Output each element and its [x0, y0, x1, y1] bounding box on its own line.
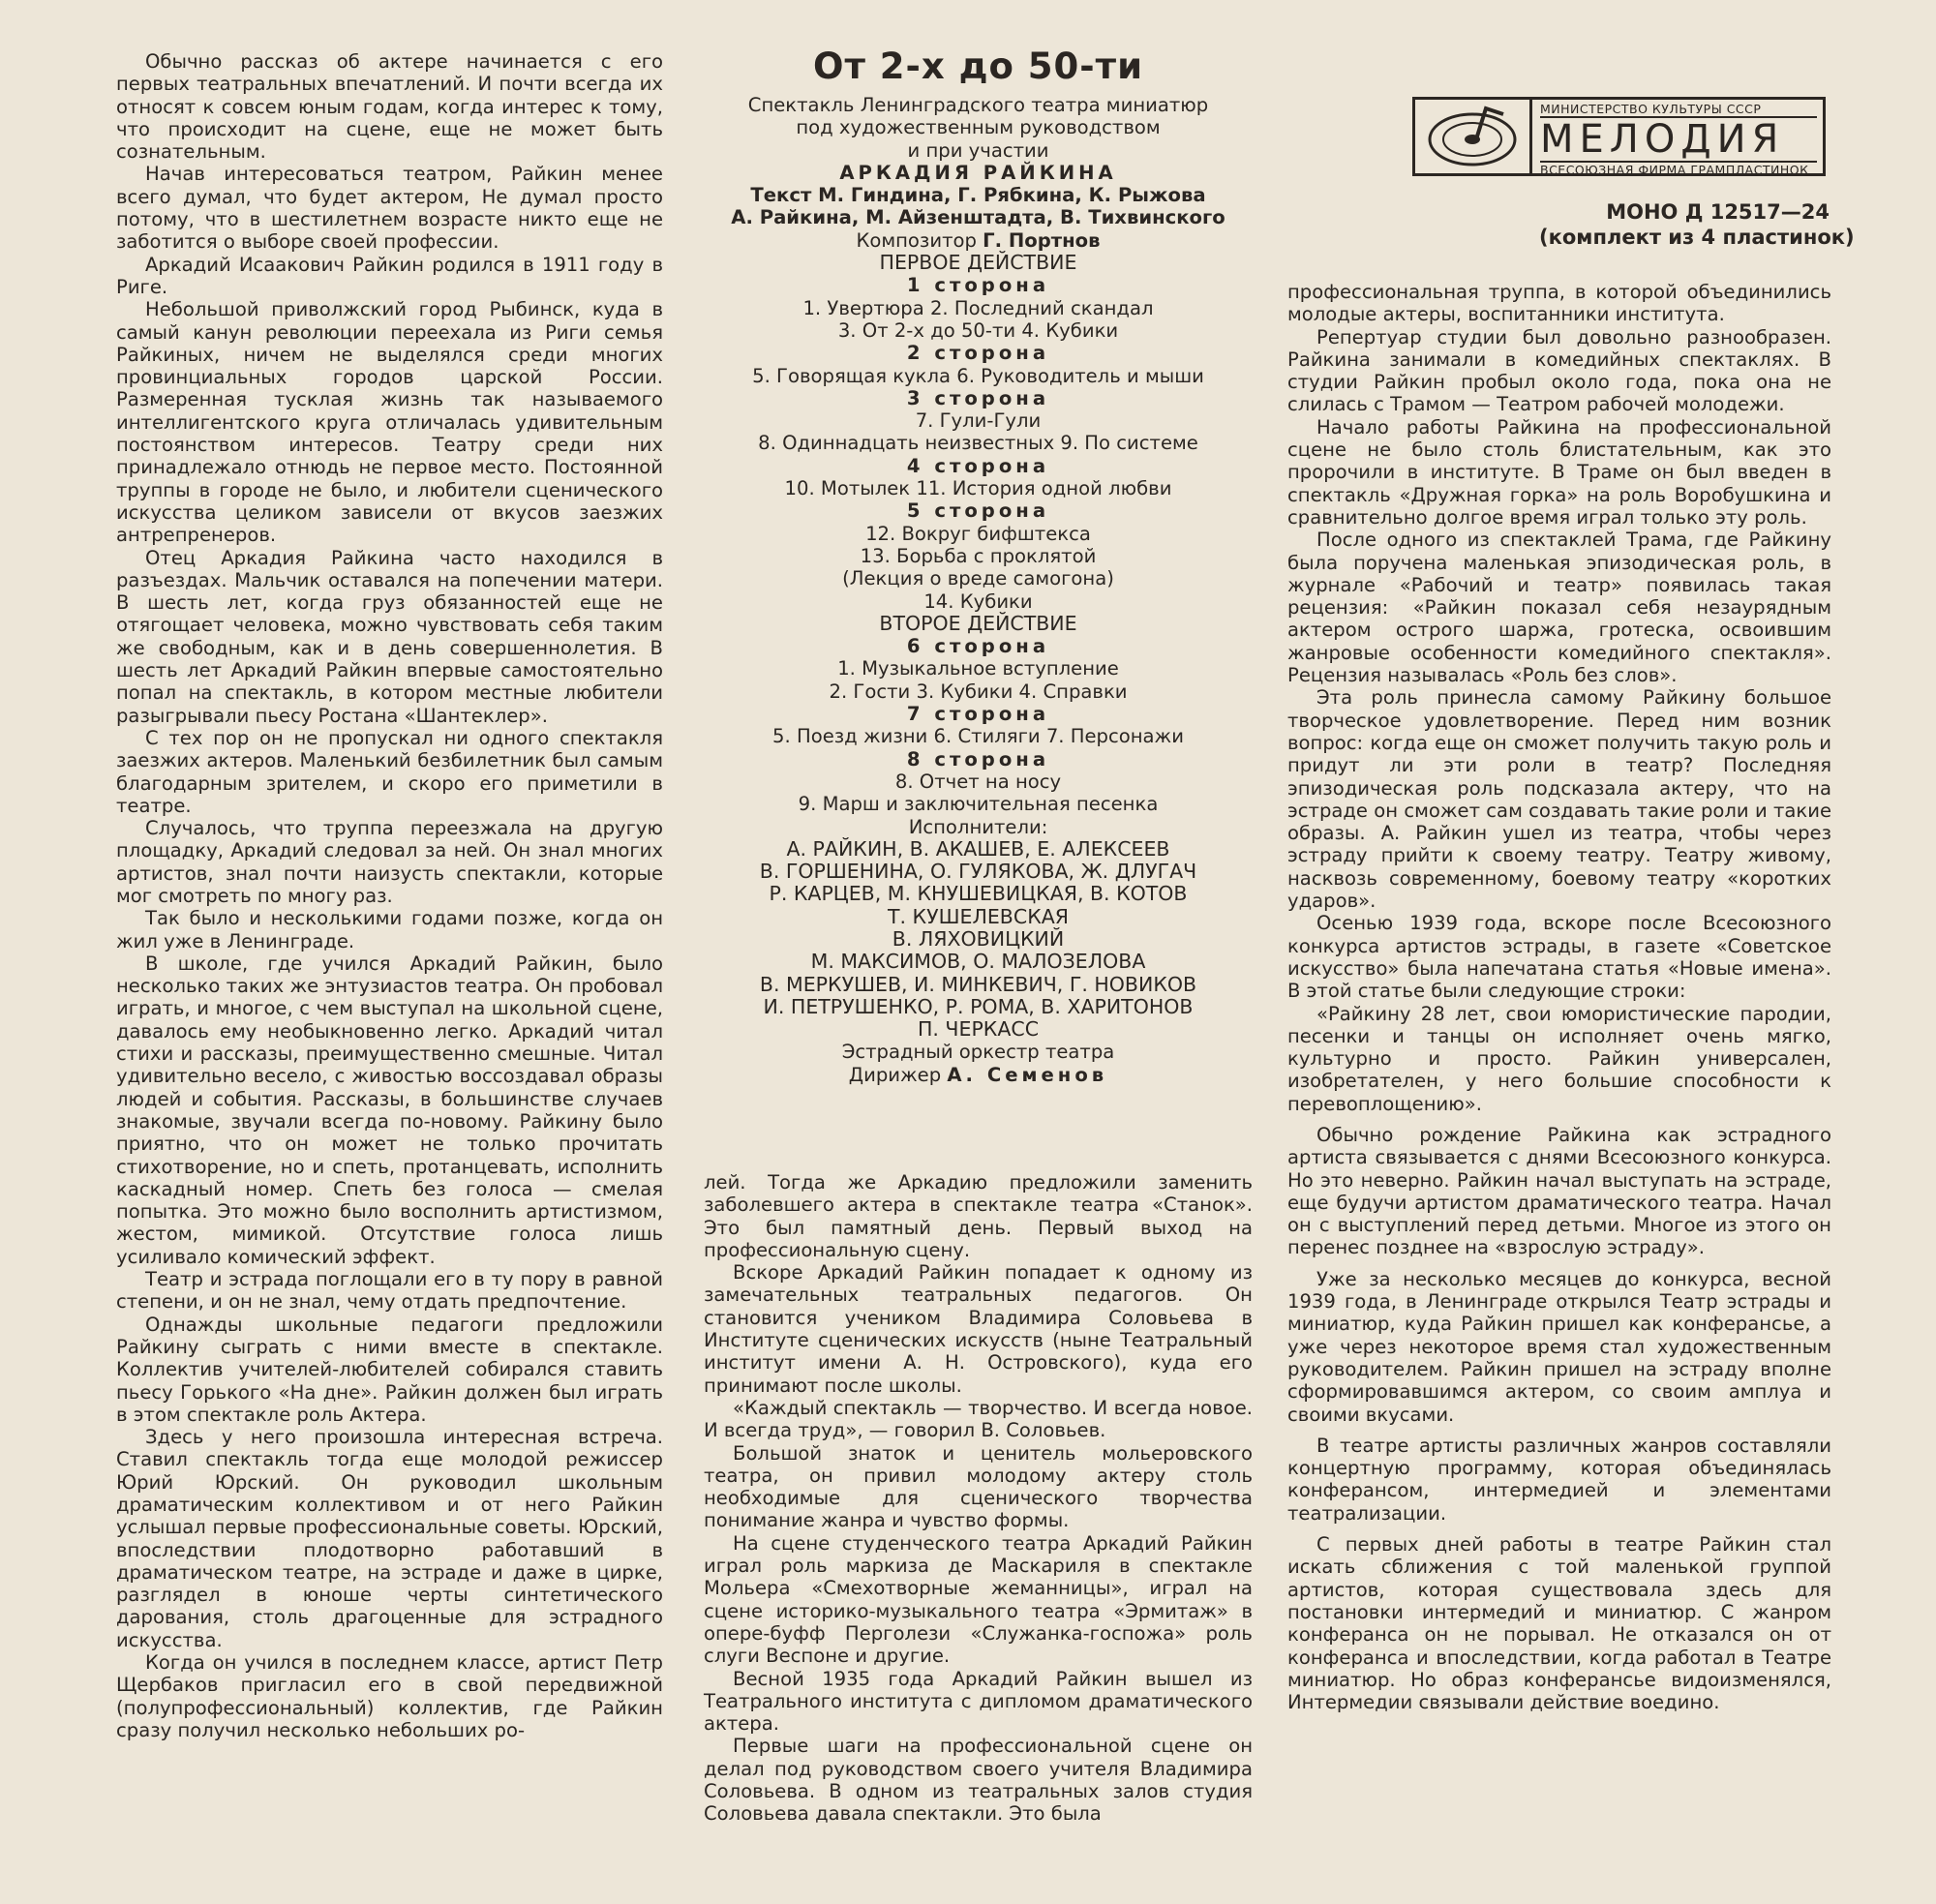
paragraph: В школе, где учился Аркадий Райкин, было несколько таких же энтузиастов театра. Он пробовал играть, и многое, с чем выступал на школьной сцене, давалось ему необыкновенно легко. Аркадий читал стихи и рассказы, преимущественно смешные. Читал удивительно весело, с живостью воссоздавал образы людей и события. Рассказы, в большинстве случаев знакомые, звучали всегда по-новому. Райкину было приятно, что он может не только прочитать стихотворение, но и спеть, протанцевать, исполнить каскадный номер. Спеть без голоса — смелая попытка. Это можно было восполнить артистизмом, жестом, мимикой. Отсутствие голоса лишь усиливало комический эффект. — [116, 952, 663, 1268]
paragraph: Начало работы Райкина на профессиональной сцене не было столь блистательным, как это пророчили в институте. В Траме он был введен в спектакль «Дружная горка» на роль Воробушкина и сравнительно долгое время играл только эту роль. — [1287, 415, 1831, 529]
performers-line: М. МАКСИМОВ, О. МАЛОЗЕЛОВА — [810, 950, 1146, 974]
track-line: 14. Кубики — [923, 589, 1033, 613]
conductor-line — [704, 1064, 1253, 1086]
catalog-info — [1539, 199, 1855, 250]
paragraph: Театр и эстрада поглощали его в ту пору в равной степени, и он не знал, чему отдать предпочтение. — [116, 1268, 663, 1314]
album-title: От 2-х до 50-ти — [812, 45, 1144, 87]
paragraph: Отец Аркадия Райкина часто находился в разъездах. Мальчик оставался на попечении матери. В шесть лет, когда груз обязанностей еще не отягощает человека, можно чувствовать себя таким же свободным, как и в день совершеннолетия. В шесть лет Аркадий Райкин впервые самостоятельно попал на спектакль, в котором местные любители разыгрывали пьесу Ростана «Шантеклер». — [116, 546, 663, 727]
side-heading: 7 сторона — [906, 703, 1050, 726]
logo-text — [1532, 100, 1823, 177]
credits-line: под художественным руководством — [796, 116, 1161, 139]
paragraph: Случалось, что труппа переезжала на другую площадку, Аркадий следовал за ней. Он знал многих артистов, знал почти наизусть спектакли, которые мог смотреть по многу раз. — [116, 817, 663, 907]
composer-name: Г. Портнов — [983, 228, 1101, 252]
side-heading: 5 сторона — [906, 499, 1050, 523]
record-credits — [704, 44, 1253, 1086]
performers-line: А. РАЙКИН, В. АКАШЕВ, Е. АЛЕКСЕЕВ — [786, 836, 1170, 861]
paragraph: Весной 1935 года Аркадий Райкин вышел из Театрального института с дипломом драматического актера. — [704, 1667, 1253, 1736]
paragraph: На сцене студенческого театра Аркадий Райкин играл роль маркиза де Маскариля в спектакле Мольера «Смехотворные жеманницы», играл на сцене историко-музыкального театра «Эрмитаж» в опере-буфф Перголези «Служанка-госпожа» роль слуги Веспоне и другие. — [704, 1531, 1253, 1668]
article-middle-column — [704, 1171, 1253, 1826]
track-line: 5. Говорящая кукла 6. Руководитель и мыши — [752, 364, 1204, 387]
track-line: 8. Отчет на носу — [894, 770, 1062, 793]
performers-line: В. МЕРКУШЕВ, И. МИНКЕВИЧ, Г. НОВИКОВ — [759, 972, 1197, 996]
authors-names: М. Гиндина, Г. Рябкина, К. Рыжова — [818, 184, 1206, 207]
paragraph: Аркадий Исаакович Райкин родился в 1911 году в Риге. — [116, 253, 663, 298]
side-heading: 6 сторона — [906, 635, 1050, 658]
paragraph: Осенью 1939 года, вскоре после Всесоюзного конкурса артистов эстрады, в газете «Советское искусство» была напечатана статья «Новые имена». В этой статье были следующие строки: — [1287, 912, 1831, 1003]
paragraph: Здесь у него произошла интересная встреча. Ставил спектакль тогда еще молодой режиссер Юрий Юрский. Он руководил школьным драматическим коллективом и от него Райкин услышал первые профессиональные советы. Юрский, впоследствии плодотворно работавший в драматическом театре, на эстраде и даже в цирке, разглядел в юноше черты синтетического дарования, столь драгоценные для эстрадного искусства. — [116, 1426, 663, 1651]
performers-line: Р. КАРЦЕВ, М. КНУШЕВИЦКАЯ, В. КОТОВ — [769, 882, 1188, 906]
paragraph: Обычно рождение Райкина как эстрадного артиста связывается с днями Всесоюзного конкурса. Но это неверно. Райкин начал выступать на эстраде, еще будучи артистом драматического театра. Начал он с выступлений перед детьми. Многое из этого он перенес позднее на «взрослую эстраду». — [1287, 1123, 1831, 1259]
paragraph: Так было и несколькими годами позже, когда он жил уже в Ленинграде. — [116, 907, 663, 952]
side-heading: 4 сторона — [906, 454, 1050, 477]
paragraph: Небольшой приволжский город Рыбинск, куда в самый канун революции переехала из Риги семья Райкиных, ничем не выделялся среди многих провинциальных городов царской России. Размеренная тусклая жизнь так называемого интеллигентского круга отличалась удивительным постоянством интересов. Театру среди них принадлежало отнюдь не первое место. Постоянной труппы в городе не было, и любители сценического искусства целиком зависели от вкусов заезжих антрепренеров. — [116, 298, 663, 547]
authors-line-1 — [704, 184, 1253, 206]
paragraph: С тех пор он не пропускал ни одного спектакля заезжих актеров. Маленький безбилетник был самым благодарным зрителем, и скоро его приметили в театре. — [116, 726, 663, 817]
performers-line: П. ЧЕРКАСС — [917, 1017, 1040, 1042]
track-line: 12. Вокруг бифштекса — [865, 522, 1091, 545]
side-heading: 3 сторона — [906, 386, 1050, 409]
track-line: 9. Марш и заключительная песенка — [798, 793, 1159, 816]
paragraph: С первых дней работы в театре Райкин стал искать сближения с той маленькой группой артистов, которая существовала здесь для постановки интермедий и миниатюр. С жанром конферанса он не порывал. Не отказался он от конферанса и впоследствии, когда работал в Театре миниатюр. Но образ конферансье видоизменялся, Интермедии связывали действие воедино. — [1287, 1533, 1831, 1714]
lead-artist: АРКАДИЯ РАЙКИНА — [839, 161, 1117, 184]
conductor-prefix: Дирижер — [848, 1063, 942, 1086]
set-note: (комплект из 4 пластинок) — [1539, 226, 1855, 249]
article-right-column — [1287, 281, 1831, 1713]
track-line: (Лекция о вреде самогона) — [842, 567, 1114, 590]
credits-line: и при участии — [907, 138, 1049, 162]
side-heading: 8 сторона — [906, 747, 1050, 771]
track-line: 7. Гули-Гули — [915, 409, 1042, 433]
catalog-number: МОНО Д 12517—24 — [1606, 200, 1830, 224]
paragraph: Эта роль принесла самому Райкину большое творческое удовлетворение. Перед ним возник вопрос: когда еще он сможет получить такую роль и придут ли эти роли в театр? Последняя эпизодическая роль подсказала актеру, что на эстраде он сможет сам создавать такие роли и такие образы. А. Райкин ушел из театра, чтобы через эстраду прийти к своему театру. Театру живому, насквозь современному, боевому театру «коротких ударов». — [1287, 686, 1831, 913]
track-line: 10. Мотылек 11. История одной любви — [784, 477, 1172, 500]
paragraph: Уже за несколько месяцев до конкурса, весной 1939 года, в Ленинграде открылся Театр эстрады и миниатюр, куда Райкин пришел как конферансье, а уже через некоторое время стал художественным руководителем. Райкин пришел на эстраду вполне сформировавшимся актером, со своим амплуа и своими вкусами. — [1287, 1267, 1831, 1426]
paragraph: профессиональная труппа, в которой объединились молодые актеры, воспитанники института. — [1287, 281, 1831, 326]
paragraph: В театре артисты различных жанров составляли концертную программу, которая объединялась конферансом, интермедией и элементами театрализации. — [1287, 1434, 1831, 1525]
authors-line-2: А. Райкина, М. Айзенштадта, В. Тихвинского — [731, 206, 1225, 229]
track-line: 1. Увертюра 2. Последний скандал — [802, 296, 1154, 319]
record-note-icon — [1415, 100, 1532, 173]
act-heading: ПЕРВОЕ ДЕЙСТВИЕ — [879, 251, 1077, 275]
track-line: 3. От 2-х до 50-ти 4. Кубики — [837, 318, 1119, 342]
paragraph: «Каждый спектакль — творчество. И всегда новое. И всегда труд», — говорил В. Соловьев. — [704, 1396, 1253, 1442]
paragraph: Большой знаток и ценитель мольеровского театра, он привил молодому актеру столь необходимые для сценического творчества понимание жанра и чувство формы. — [704, 1441, 1253, 1532]
paragraph: После одного из спектаклей Трама, где Райкину была поручена маленькая эпизодическая роль, в журнале «Рабочий и театр» появилась такая рецензия: «Райкин показал себя незаурядным актером острого шаржа, гротеска, освоившим жанровые особенности комедийного спектакля». Рецензия называлась «Роль без слов». — [1287, 529, 1831, 687]
track-line: 5. Поезд жизни 6. Стиляги 7. Персонажи — [772, 725, 1184, 748]
conductor-name: А. Семенов — [947, 1063, 1108, 1086]
paragraph: «Райкину 28 лет, свои юмористические пародии, песенки и танцы он исполняет очень мягко, культурно и просто. Райкин универсален, изобретателен, у него большие способности к перевоплощению». — [1287, 1002, 1831, 1115]
track-line: 8. Одиннадцать неизвестных 9. По системе — [758, 432, 1198, 455]
track-line: 1. Музыкальное вступление — [837, 657, 1119, 680]
paragraph: Когда он учился в последнем классе, артист Петр Щербаков пригласил его в свой передвижной (полупрофессиональный) коллектив, где Райкин сразу получил несколько небольших ро- — [116, 1651, 663, 1741]
composer-line — [704, 229, 1253, 252]
performers-line: И. ПЕТРУШЕНКО, Р. РОМА, В. ХАРИТОНОВ — [763, 994, 1194, 1018]
track-line: 13. Борьба с проклятой — [860, 544, 1097, 567]
melodiya-logo — [1412, 97, 1826, 176]
paragraph: Однажды школьные педагоги предложили Райкину сыграть с ними вместе в спектакле. Коллектив учителей-любителей собирался ставить пьесу Горького «На дне». Райкин должен был играть в этом спектакле роль Актера. — [116, 1313, 663, 1426]
performers-label: Исполнители: — [908, 815, 1048, 838]
credits-line: Спектакль Ленинградского театра миниатюр — [747, 94, 1209, 116]
ministry-label: МИНИСТЕРСТВО КУЛЬТУРЫ СССР — [1540, 102, 1817, 118]
article-left-column — [116, 50, 663, 1741]
composer-prefix: Композитор — [856, 228, 977, 252]
paragraph: лей. Тогда же Аркадию предложили заменить заболевшего актера в спектакле театра «Станок». Это был памятный день. Первый выход на профессиональную сцену. — [704, 1171, 1253, 1261]
orchestra-line: Эстрадный оркестр театра — [841, 1041, 1115, 1064]
firm-label: ВСЕСОЮЗНАЯ ФИРМА ГРАМПЛАСТИНОК — [1540, 161, 1817, 177]
performers-line: В. ГОРШЕНИНА, О. ГУЛЯКОВА, Ж. ДЛУГАЧ — [759, 860, 1197, 884]
authors-prefix: Текст — [750, 184, 812, 207]
brand-name: МЕЛОДИЯ — [1540, 117, 1785, 162]
performers-line: В. ЛЯХОВИЦКИЙ — [892, 926, 1065, 951]
paragraph: Обычно рассказ об актере начинается с его первых театральных впечатлений. И почти всегда их относят к совсем юным годам, когда интерес к тому, что происходит на сцене, еще не может быть сознательным. — [116, 50, 663, 164]
paragraph: Вскоре Аркадий Райкин попадает к одному из замечательных театральных педагогов. Он становится учеником Владимира Соловьева в Институте сценических искусств (ныне Театральный институт имени А. Н. Островского), куда его принимают после школы. — [704, 1261, 1253, 1397]
paragraph: Репертуар студии был довольно разнообразен. Райкина занимали в комедийных спектаклях. В студии Райкин пробыл около года, пока она не слилась с Трамом — Театром рабочей молодежи. — [1287, 325, 1831, 416]
side-heading: 2 сторона — [906, 342, 1050, 365]
performers-line: Т. КУШЕЛЕВСКАЯ — [887, 904, 1070, 928]
act-heading: ВТОРОЕ ДЕЙСТВИЕ — [879, 611, 1077, 635]
paragraph: Начав интересоваться театром, Райкин менее всего думал, что будет актером, Не думал просто потому, что в шестилетнем возрасте никто еще не заботится о выборе своей профессии. — [116, 163, 663, 254]
paragraph: Первые шаги на профессиональной сцене он делал под руководством своего учителя Владимира Соловьева. В одном из театральных залов студия Соловьева давала спектакли. Это была — [704, 1735, 1253, 1826]
track-line: 2. Гости 3. Кубики 4. Справки — [829, 680, 1128, 703]
side-heading: 1 сторона — [906, 274, 1050, 297]
